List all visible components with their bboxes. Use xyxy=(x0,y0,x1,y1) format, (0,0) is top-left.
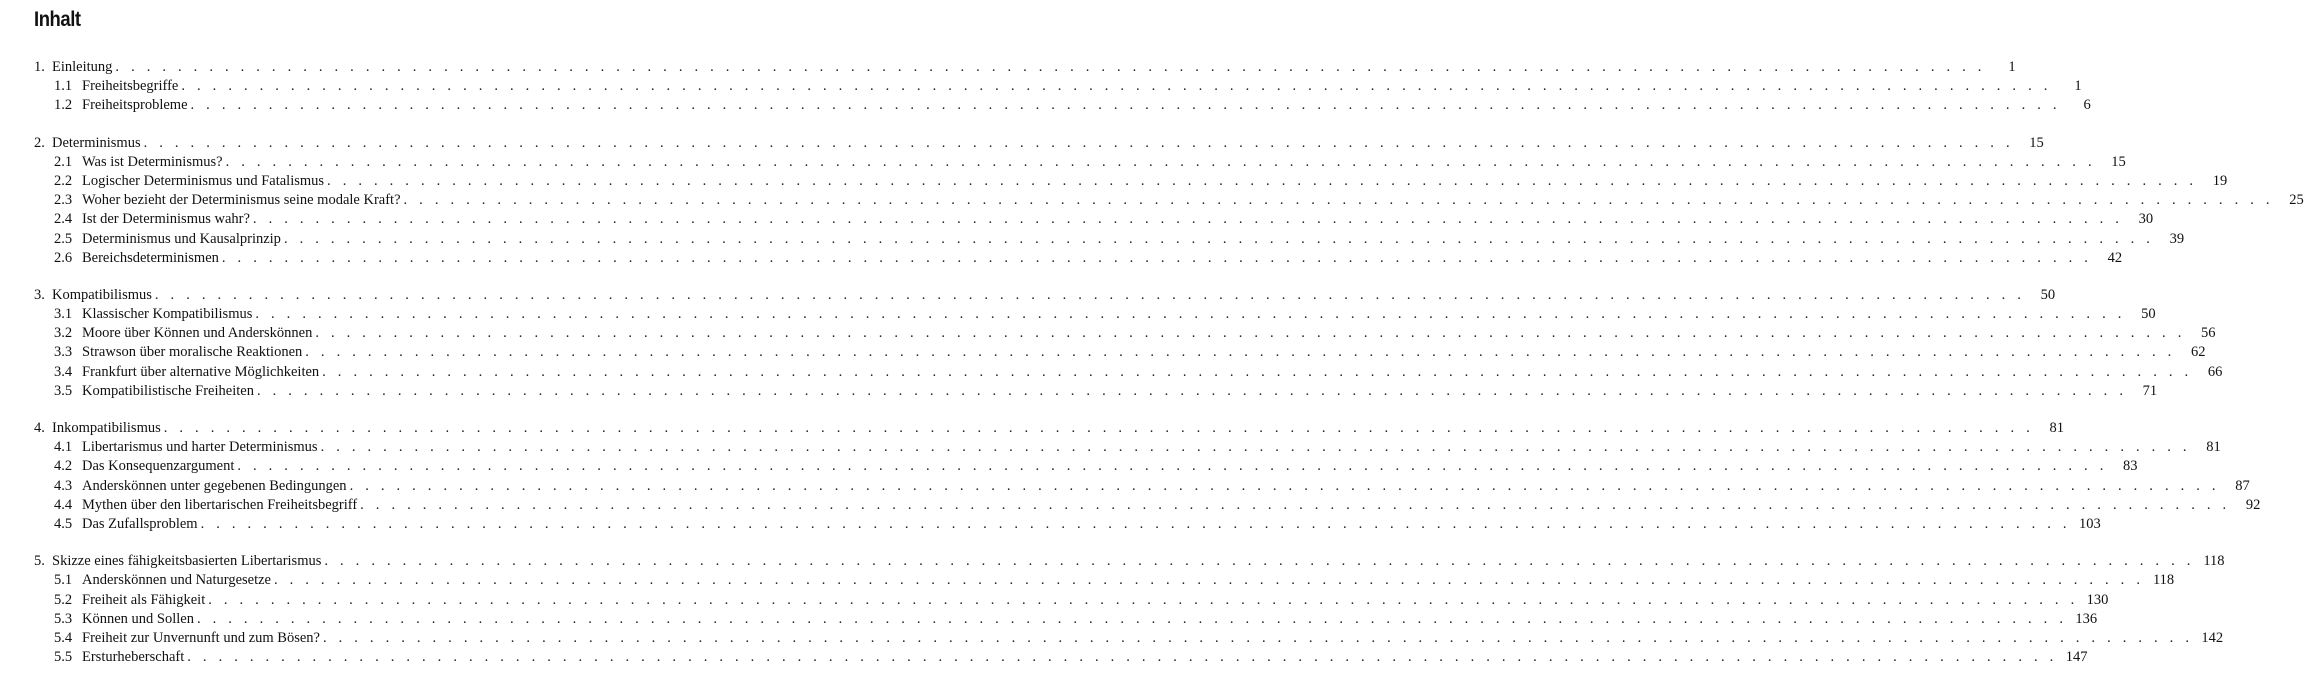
section-title: Mythen über den libertarischen Freiheitsbegriff xyxy=(82,496,360,515)
chapter-number: 1. xyxy=(34,59,45,75)
dot-leader: . . . . . . . . . . . . . . . . . . . . . . . . . . . . . . . . . . . . . . . . . . . . . . . . . . . . . . . . . . . . . . . . . . . . . . . . . . . . . . . . . . . . . . . . . . . . . . . . . . . . . . . . . . . . . . . . . . . . . . . . xyxy=(190,97,2061,114)
section-entry xyxy=(0,363,2223,382)
chapter-number: 5. xyxy=(34,553,45,570)
page-number: 147 xyxy=(2065,649,2088,666)
page-number: 92 xyxy=(2245,496,2261,513)
section-entry xyxy=(0,77,2082,96)
dot-leader: . . . . . . . . . . . . . . . . . . . . . . . . . . . . . . . . . . . . . . . . . . . . . . . . . . . . . . . . . . . . . . . . . . . . . . . . . . . . . . . . . . . . . . . . . . . . . . . . . . . . . . . . . . . . . . . . . . . . . . . . xyxy=(115,59,1986,75)
dot-leader: . . . . . . . . . . . . . . . . . . . . . . . . . . . . . . . . . . . . . . . . . . . . . . . . . . . . . . . . . . . . . . . . . . . . . . . . . . . . . . . . . . . . . . . . . . . . . . . . . . . . . . . . . . . . . . . . . . . . . . . . xyxy=(320,439,2191,456)
section-title: Freiheitsbegriffe xyxy=(82,77,181,96)
dot-leader: . . . . . . . . . . . . . . . . . . . . . . . . . . . . . . . . . . . . . . . . . . . . . . . . . . . . . . . . . . . . . . . . . . . . . . . . . . . . . . . . . . . . . . . . . . . . . . . . . . . . . . . . . . . . . . . . . . . . . . . . xyxy=(256,382,2128,399)
dot-leader: . . . . . . . . . . . . . . . . . . . . . . . . . . . . . . . . . . . . . . . . . . . . . . . . . . . . . . . . . . . . . . . . . . . . . . . . . . . . . . . . . . . . . . . . . . . . . . . . . . . . . . . . . . . . . . . . . . . . . . . . xyxy=(252,211,2124,228)
page-number: 81 xyxy=(2049,420,2064,436)
section-number: 4.3 xyxy=(54,477,73,494)
section-entry xyxy=(0,249,2123,268)
chapter-block xyxy=(0,552,2225,667)
dot-leader: . . . . . . . . . . . . . . . . . . . . . . . . . . . . . . . . . . . . . . . . . . . . . . . . . . . . . . . . . . . . . . . . . . . . . . . . . . . . . . . . . . . . . . . . . . . . . . . . . . . . . . . . . . . . . . . . . . . . . . . . xyxy=(163,420,2034,436)
section-number: 5.4 xyxy=(54,629,73,646)
page-number: 1 xyxy=(2074,78,2082,95)
chapter-title: Skizze eines fähigkeitsbasierten Libertarismus xyxy=(52,552,324,571)
section-entry xyxy=(0,438,2221,457)
chapter-entry xyxy=(0,58,2016,77)
page-number: 42 xyxy=(2107,249,2123,266)
chapter-entry xyxy=(0,286,2056,305)
section-title: Anderskönnen und Naturgesetze xyxy=(82,571,274,590)
page-number: 118 xyxy=(2203,553,2225,570)
dot-leader: . . . . . . . . . . . . . . . . . . . . . . . . . . . . . . . . . . . . . . . . . . . . . . . . . . . . . . . . . . . . . . . . . . . . . . . . . . . . . . . . . . . . . . . . . . . . . . . . . . . . . . . . . . . . . . . . . . . . . . . . xyxy=(208,591,2079,608)
page-number: 50 xyxy=(2040,286,2056,303)
page-number: 71 xyxy=(2142,382,2158,399)
section-entry xyxy=(0,648,2088,667)
dot-leader: . . . . . . . . . . . . . . . . . . . . . . . . . . . . . . . . . . . . . . . . . . . . . . . . . . . . . . . . . . . . . . . . . . . . . . . . . . . . . . . . . . . . . . . . . . . . . . . . . . . . . . . . . . . . . . . . . . . . . . . . xyxy=(143,134,2014,151)
section-number: 4.4 xyxy=(54,496,73,513)
page-number: 15 xyxy=(2111,153,2126,170)
dot-leader: . . . . . . . . . . . . . . . . . . . . . . . . . . . . . . . . . . . . . . . . . . . . . . . . . . . . . . . . . . . . . . . . . . . . . . . . . . . . . . . . . . . . . . . . . . . . . . . . . . . . . . . . . . . . . . . . . . . . . . . . xyxy=(322,363,2193,380)
chapter-block xyxy=(0,134,2304,268)
section-title: Libertarismus und harter Determinismus xyxy=(82,438,321,457)
dot-leader: . . . . . . . . . . . . . . . . . . . . . . . . . . . . . . . . . . . . . . . . . . . . . . . . . . . . . . . . . . . . . . . . . . . . . . . . . . . . . . . . . . . . . . . . . . . . . . . . . . . . . . . . . . . . . . . . . . . . . . . . xyxy=(154,286,2026,303)
page-number: 50 xyxy=(2141,306,2156,323)
section-entry xyxy=(0,610,2098,629)
section-number: 1.2 xyxy=(54,97,73,114)
section-title: Was ist Determinismus? xyxy=(82,153,226,172)
section-title: Anderskönnen unter gegebenen Bedingungen xyxy=(82,477,350,496)
section-entry xyxy=(0,343,2206,362)
page-number: 25 xyxy=(2289,192,2304,209)
section-title: Ersturheberschaft xyxy=(82,648,187,667)
section-number: 2.3 xyxy=(54,192,73,209)
section-number: 2.6 xyxy=(54,249,73,266)
section-number: 2.1 xyxy=(54,153,73,170)
chapter-entry xyxy=(0,419,2064,438)
page-number: 6 xyxy=(2083,97,2091,114)
dot-leader: . . . . . . . . . . . . . . . . . . . . . . . . . . . . . . . . . . . . . . . . . . . . . . . . . . . . . . . . . . . . . . . . . . . . . . . . . . . . . . . . . . . . . . . . . . . . . . . . . . . . . . . . . . . . . . . . . . . . . . . . xyxy=(324,553,2195,570)
section-title: Strawson über moralische Reaktionen xyxy=(82,343,305,362)
dot-leader: . . . . . . . . . . . . . . . . . . . . . . . . . . . . . . . . . . . . . . . . . . . . . . . . . . . . . . . . . . . . . . . . . . . . . . . . . . . . . . . . . . . . . . . . . . . . . . . . . . . . . . . . . . . . . . . . . . . . . . . . xyxy=(315,325,2186,342)
section-entry xyxy=(0,515,2101,534)
chapter-title: Determinismus xyxy=(52,134,144,153)
dot-leader: . . . . . . . . . . . . . . . . . . . . . . . . . . . . . . . . . . . . . . . . . . . . . . . . . . . . . . . . . . . . . . . . . . . . . . . . . . . . . . . . . . . . . . . . . . . . . . . . . . . . . . . . . . . . . . . . . . . . . . . . xyxy=(225,153,2096,170)
chapter-block xyxy=(0,419,2261,534)
section-title: Klassischer Kompatibilismus xyxy=(82,305,255,324)
section-number: 4.5 xyxy=(54,515,73,532)
dot-leader: . . . . . . . . . . . . . . . . . . . . . . . . . . . . . . . . . . . . . . . . . . . . . . . . . . . . . . . . . . . . . . . . . . . . . . . . . . . . . . . . . . . . . . . . . . . . . . . . . . . . . . . . . . . . . . . . . . . . . . . . xyxy=(181,78,2052,95)
dot-leader: . . . . . . . . . . . . . . . . . . . . . . . . . . . . . . . . . . . . . . . . . . . . . . . . . . . . . . . . . . . . . . . . . . . . . . . . . . . . . . . . . . . . . . . . . . . . . . . . . . . . . . . . . . . . . . . . . . . . . . . . xyxy=(349,477,2220,494)
section-number: 2.4 xyxy=(54,211,73,228)
dot-leader: . . . . . . . . . . . . . . . . . . . . . . . . . . . . . . . . . . . . . . . . . . . . . . . . . . . . . . . . . . . . . . . . . . . . . . . . . . . . . . . . . . . . . . . . . . . . . . . . . . . . . . . . . . . . . . . . . . . . . . . . xyxy=(360,496,2231,513)
section-title: Freiheitsprobleme xyxy=(82,96,191,115)
dot-leader: . . . . . . . . . . . . . . . . . . . . . . . . . . . . . . . . . . . . . . . . . . . . . . . . . . . . . . . . . . . . . . . . . . . . . . . . . . . . . . . . . . . . . . . . . . . . . . . . . . . . . . . . . . . . . . . . . . . . . . . . xyxy=(255,306,2126,323)
dot-leader: . . . . . . . . . . . . . . . . . . . . . . . . . . . . . . . . . . . . . . . . . . . . . . . . . . . . . . . . . . . . . . . . . . . . . . . . . . . . . . . . . . . . . . . . . . . . . . . . . . . . . . . . . . . . . . . . . . . . . . . . xyxy=(221,249,2093,266)
dot-leader: . . . . . . . . . . . . . . . . . . . . . . . . . . . . . . . . . . . . . . . . . . . . . . . . . . . . . . . . . . . . . . . . . . . . . . . . . . . . . . . . . . . . . . . . . . . . . . . . . . . . . . . . . . . . . . . . . . . . . . . . xyxy=(273,572,2145,589)
page-number: 39 xyxy=(2169,230,2185,247)
chapter-title: Einleitung xyxy=(52,58,115,77)
page-number: 30 xyxy=(2138,211,2154,228)
section-number: 2.2 xyxy=(54,172,73,189)
section-title: Ist der Determinismus wahr? xyxy=(82,210,253,229)
section-title: Das Konsequenzargument xyxy=(82,457,237,476)
chapter-entry xyxy=(0,134,2044,153)
section-number: 5.2 xyxy=(54,591,73,608)
dot-leader: . . . . . . . . . . . . . . . . . . . . . . . . . . . . . . . . . . . . . . . . . . . . . . . . . . . . . . . . . . . . . . . . . . . . . . . . . . . . . . . . . . . . . . . . . . . . . . . . . . . . . . . . . . . . . . . . . . . . . . . . xyxy=(305,344,2176,361)
page-number: 87 xyxy=(2235,477,2250,494)
page-number: 56 xyxy=(2201,325,2216,342)
section-entry xyxy=(0,172,2228,191)
section-title: Das Zufallsproblem xyxy=(82,515,201,534)
dot-leader: . . . . . . . . . . . . . . . . . . . . . . . . . . . . . . . . . . . . . . . . . . . . . . . . . . . . . . . . . . . . . . . . . . . . . . . . . . . . . . . . . . . . . . . . . . . . . . . . . . . . . . . . . . . . . . . . . . . . . . . . xyxy=(200,515,2071,532)
chapter-number: 3. xyxy=(34,286,45,303)
section-entry xyxy=(0,324,2216,343)
section-entry xyxy=(0,305,2156,324)
section-entry xyxy=(0,457,2138,476)
section-title: Freiheit zur Unvernunft und zum Bösen? xyxy=(82,629,323,648)
page-number: 136 xyxy=(2075,610,2098,627)
section-number: 5.5 xyxy=(54,649,73,666)
section-title: Determinismus und Kausalprinzip xyxy=(82,230,284,249)
page-number: 103 xyxy=(2079,515,2101,532)
section-title: Bereichsdeterminismen xyxy=(82,249,222,268)
section-number: 2.5 xyxy=(54,230,73,247)
section-entry xyxy=(0,629,2224,648)
section-title: Können und Sollen xyxy=(82,610,197,629)
dot-leader: . . . . . . . . . . . . . . . . . . . . . . . . . . . . . . . . . . . . . . . . . . . . . . . . . . . . . . . . . . . . . . . . . . . . . . . . . . . . . . . . . . . . . . . . . . . . . . . . . . . . . . . . . . . . . . . . . . . . . . . . xyxy=(403,192,2274,209)
dot-leader: . . . . . . . . . . . . . . . . . . . . . . . . . . . . . . . . . . . . . . . . . . . . . . . . . . . . . . . . . . . . . . . . . . . . . . . . . . . . . . . . . . . . . . . . . . . . . . . . . . . . . . . . . . . . . . . . . . . . . . . . xyxy=(196,610,2068,627)
section-number: 3.2 xyxy=(54,325,73,342)
page-number: 81 xyxy=(2206,439,2221,456)
section-entry xyxy=(0,571,2175,590)
section-number: 5.1 xyxy=(54,572,73,589)
dot-leader: . . . . . . . . . . . . . . . . . . . . . . . . . . . . . . . . . . . . . . . . . . . . . . . . . . . . . . . . . . . . . . . . . . . . . . . . . . . . . . . . . . . . . . . . . . . . . . . . . . . . . . . . . . . . . . . . . . . . . . . . xyxy=(283,230,2155,247)
section-entry xyxy=(0,96,2091,115)
section-title: Woher bezieht der Determinismus seine modale Kraft? xyxy=(82,191,404,210)
page-number: 66 xyxy=(2207,363,2223,380)
section-number: 4.2 xyxy=(54,458,73,475)
dot-leader: . . . . . . . . . . . . . . . . . . . . . . . . . . . . . . . . . . . . . . . . . . . . . . . . . . . . . . . . . . . . . . . . . . . . . . . . . . . . . . . . . . . . . . . . . . . . . . . . . . . . . . . . . . . . . . . . . . . . . . . . xyxy=(322,629,2194,646)
table-of-contents xyxy=(0,58,2304,685)
section-entry xyxy=(0,153,2126,172)
dot-leader: . . . . . . . . . . . . . . . . . . . . . . . . . . . . . . . . . . . . . . . . . . . . . . . . . . . . . . . . . . . . . . . . . . . . . . . . . . . . . . . . . . . . . . . . . . . . . . . . . . . . . . . . . . . . . . . . . . . . . . . . xyxy=(187,649,2058,666)
section-number: 5.3 xyxy=(54,610,73,627)
section-entry xyxy=(0,591,2109,610)
section-title: Frankfurt über alternative Möglichkeiten xyxy=(82,363,322,382)
page-number: 62 xyxy=(2190,344,2206,361)
section-entry xyxy=(0,496,2261,515)
chapter-title: Inkompatibilismus xyxy=(52,419,164,438)
section-entry xyxy=(0,477,2250,496)
chapter-number: 4. xyxy=(34,420,45,436)
section-title: Kompatibilistische Freiheiten xyxy=(82,382,257,401)
section-number: 1.1 xyxy=(54,78,73,95)
section-entry xyxy=(0,382,2158,401)
chapter-number: 2. xyxy=(34,134,45,151)
chapter-entry xyxy=(0,552,2225,571)
page-number: 1 xyxy=(2008,59,2016,75)
section-title: Freiheit als Fähigkeit xyxy=(82,591,208,610)
page-title: Inhalt xyxy=(34,8,81,31)
page-number: 19 xyxy=(2212,172,2228,189)
page-number: 83 xyxy=(2123,458,2138,475)
section-entry xyxy=(0,191,2304,210)
page-number: 142 xyxy=(2201,629,2224,646)
section-entry xyxy=(0,210,2154,229)
section-number: 3.4 xyxy=(54,363,73,380)
chapter-title: Kompatibilismus xyxy=(52,286,155,305)
dot-leader: . . . . . . . . . . . . . . . . . . . . . . . . . . . . . . . . . . . . . . . . . . . . . . . . . . . . . . . . . . . . . . . . . . . . . . . . . . . . . . . . . . . . . . . . . . . . . . . . . . . . . . . . . . . . . . . . . . . . . . . . xyxy=(327,172,2198,189)
section-number: 4.1 xyxy=(54,439,73,456)
section-title: Moore über Können und Anderskönnen xyxy=(82,324,315,343)
section-number: 3.5 xyxy=(54,382,73,399)
page-number: 15 xyxy=(2029,134,2044,151)
section-title: Logischer Determinismus und Fatalismus xyxy=(82,172,327,191)
dot-leader: . . . . . . . . . . . . . . . . . . . . . . . . . . . . . . . . . . . . . . . . . . . . . . . . . . . . . . . . . . . . . . . . . . . . . . . . . . . . . . . . . . . . . . . . . . . . . . . . . . . . . . . . . . . . . . . . . . . . . . . . xyxy=(237,458,2108,475)
chapter-block xyxy=(0,286,2223,401)
section-entry xyxy=(0,230,2185,249)
chapter-block xyxy=(0,58,2091,116)
page-number: 118 xyxy=(2152,572,2175,589)
section-number: 3.3 xyxy=(54,344,73,361)
page-number: 130 xyxy=(2086,591,2109,608)
section-number: 3.1 xyxy=(54,306,73,323)
